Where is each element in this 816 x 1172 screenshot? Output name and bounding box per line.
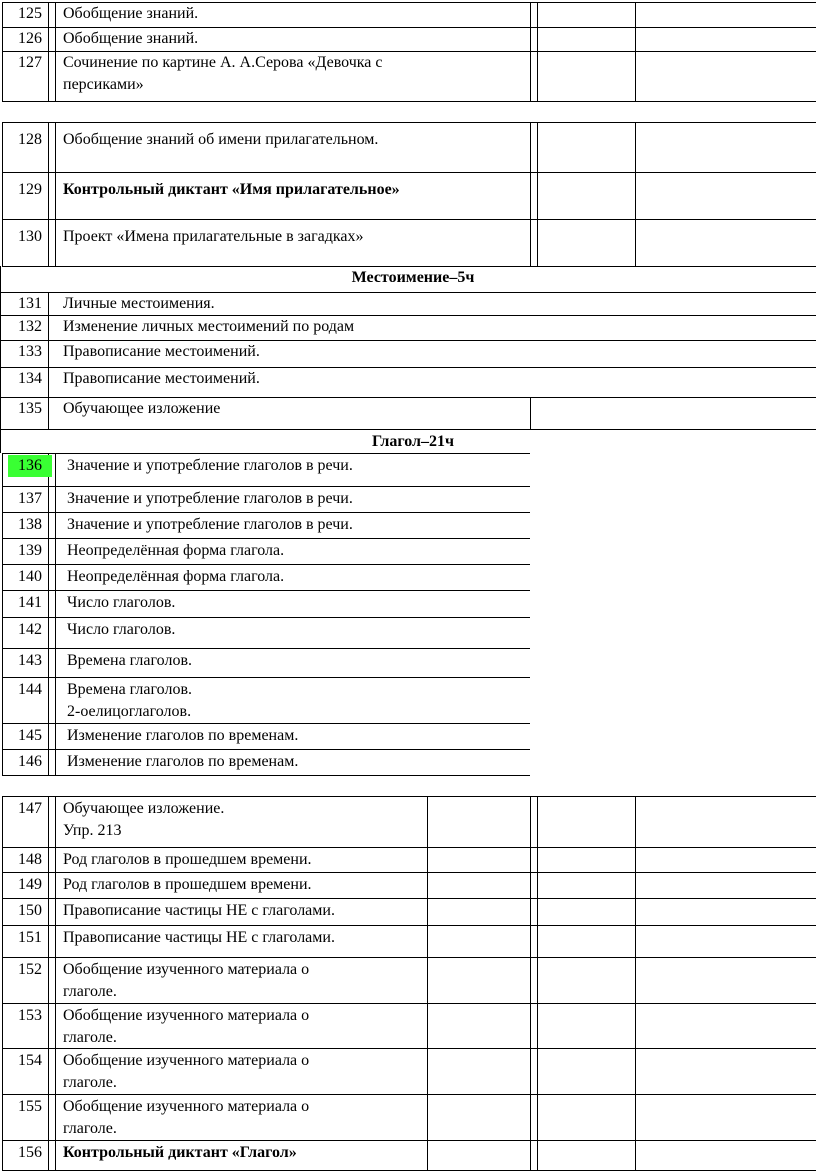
row-number: 135 xyxy=(18,400,42,417)
row-number: 156 xyxy=(18,1144,42,1161)
section-heading-pronoun: Местоимение–5ч xyxy=(351,269,475,286)
column-divider-4-2 xyxy=(427,796,428,1171)
row-topic: Обобщение знаний. xyxy=(63,30,199,47)
column-divider-0-4 xyxy=(635,2,636,102)
row-topic: Обучающее изложение. Упр. 213 xyxy=(63,800,225,839)
row-topic: Изменение глаголов по временам. xyxy=(67,753,299,770)
row-line-4-3 xyxy=(2,898,816,899)
row-number: 130 xyxy=(18,228,42,245)
row-topic: Неопределённая форма глагола. xyxy=(67,542,285,559)
row-number: 150 xyxy=(18,902,42,919)
row-line-4-10 xyxy=(2,1170,816,1171)
row-line-4-8 xyxy=(2,1094,816,1095)
row-topic: Значение и употребление глаголов в речи. xyxy=(67,457,353,474)
row-number: 148 xyxy=(18,851,42,868)
row-line-1-0 xyxy=(2,122,816,123)
row-number: 149 xyxy=(18,876,42,893)
column-divider-1-1 xyxy=(55,122,56,267)
row-number: 155 xyxy=(18,1098,42,1115)
table-left-border-4 xyxy=(2,796,3,1171)
row-line-4-6 xyxy=(2,1003,816,1004)
row-line-4-2 xyxy=(2,872,816,873)
row-topic: Род глаголов в прошедшем времени. xyxy=(63,851,312,868)
row-topic: Род глаголов в прошедшем времени. xyxy=(63,876,312,893)
row-line-4-5 xyxy=(2,957,816,958)
row-topic: Обучающее изложение xyxy=(63,400,221,417)
row-topic: Неопределённая форма глагола. xyxy=(67,568,285,585)
row-topic: Значение и употребление глаголов в речи. xyxy=(67,490,353,507)
column-divider-1-3 xyxy=(537,122,538,267)
row-number: 126 xyxy=(18,30,42,47)
row-number: 151 xyxy=(18,929,42,946)
row-number: 154 xyxy=(18,1052,42,1069)
column-divider-4-3 xyxy=(530,796,531,1171)
row-line-3-10 xyxy=(2,749,530,750)
row-topic: Обобщение знаний об имени прилагательном. xyxy=(63,131,379,148)
row-line-3-8 xyxy=(2,677,530,678)
row-topic: Времена глаголов. 2-оелицоглаголов. xyxy=(67,681,192,720)
row-number: 140 xyxy=(18,568,42,585)
row-number: 137 xyxy=(18,490,42,507)
row-number: 144 xyxy=(18,681,42,698)
column-divider-0-2 xyxy=(530,2,531,102)
row-topic: Число глаголов. xyxy=(67,621,176,638)
column-divider-0-1 xyxy=(55,2,56,102)
row-line-4-1 xyxy=(2,847,816,848)
row-number: 142 xyxy=(18,621,42,638)
row-topic: Контрольный диктант «Глагол» xyxy=(63,1144,297,1161)
section3-tail-divider xyxy=(530,397,531,429)
row-topic: Изменение глаголов по временам. xyxy=(67,727,299,744)
row-topic: Сочинение по картине А. А.Серова «Девочка с персиками» xyxy=(63,54,383,93)
row-number: 152 xyxy=(18,961,42,978)
table-left-border-0 xyxy=(2,2,3,102)
column-divider-4-1 xyxy=(55,796,56,1171)
row-number: 125 xyxy=(18,5,42,22)
row-number: 146 xyxy=(18,753,42,770)
row-line-1-2 xyxy=(2,219,816,220)
row-line-3-4 xyxy=(2,564,530,565)
row-line-3-1 xyxy=(2,486,530,487)
row-topic: Изменение личных местоимений по родам xyxy=(63,318,355,335)
row-number: 134 xyxy=(18,370,42,387)
row-line-2-5 xyxy=(0,429,816,430)
row-number: 143 xyxy=(18,652,42,669)
row-line-3-6 xyxy=(2,617,530,618)
row-line-3-11 xyxy=(2,775,530,776)
row-topic: Обобщение изученного материала о глаголе. xyxy=(63,1007,310,1046)
column-divider-0-3 xyxy=(537,2,538,102)
row-number: 129 xyxy=(18,181,42,198)
row-line-3-5 xyxy=(2,590,530,591)
row-line-3-9 xyxy=(2,723,530,724)
row-topic: Правописание частицы НЕ с глаголами. xyxy=(63,929,335,946)
row-line-3-2 xyxy=(2,512,530,513)
row-topic: Обобщение изученного материала о глаголе. xyxy=(63,961,310,1000)
row-topic: Времена глаголов. xyxy=(67,652,192,669)
table-left-border-3 xyxy=(2,453,3,776)
row-line-3-0 xyxy=(2,453,530,454)
row-number: 133 xyxy=(18,343,42,360)
column-divider-3-1 xyxy=(55,453,56,776)
row-topic: Правописание частицы НЕ с глаголами. xyxy=(63,902,335,919)
row-line-0-3 xyxy=(2,101,816,102)
row-number: 145 xyxy=(18,727,42,744)
row-line-4-0 xyxy=(2,796,816,797)
row-topic: Контрольный диктант «Имя прилагательное» xyxy=(63,181,400,198)
column-divider-1-4 xyxy=(635,122,636,267)
table-left-border-1 xyxy=(2,122,3,267)
row-number: 141 xyxy=(18,594,42,611)
row-topic: Правописание местоимений. xyxy=(63,370,260,387)
row-number: 139 xyxy=(18,542,42,559)
row-number: 147 xyxy=(18,800,42,817)
row-topic: Число глаголов. xyxy=(67,594,176,611)
column-divider-4-4 xyxy=(537,796,538,1171)
column-divider-4-5 xyxy=(635,796,636,1171)
row-number: 131 xyxy=(18,295,42,312)
row-line-1-1 xyxy=(2,172,816,173)
row-number: 138 xyxy=(18,516,42,533)
row-line-4-4 xyxy=(2,925,816,926)
row-number: 132 xyxy=(18,318,42,335)
row-number: 153 xyxy=(18,1007,42,1024)
column-divider-1-2 xyxy=(530,122,531,267)
row-topic: Обобщение знаний. xyxy=(63,5,199,22)
row-line-4-9 xyxy=(2,1140,816,1141)
table-left-border-2 xyxy=(0,292,1,430)
row-number: 128 xyxy=(18,131,42,148)
row-topic: Проект «Имена прилагательные в загадках» xyxy=(63,228,364,245)
row-number: 127 xyxy=(18,54,42,71)
row-topic: Значение и употребление глаголов в речи. xyxy=(67,516,353,533)
row-topic: Правописание местоимений. xyxy=(63,343,260,360)
row-topic: Личные местоимения. xyxy=(63,295,215,312)
row-line-3-7 xyxy=(2,648,530,649)
row-topic: Обобщение изученного материала о глаголе. xyxy=(63,1052,310,1091)
section-heading-verb: Глагол–21ч xyxy=(371,433,454,450)
row-topic: Обобщение изученного материала о глаголе. xyxy=(63,1098,310,1137)
row-number: 136 xyxy=(8,455,52,477)
row-line-3-3 xyxy=(2,538,530,539)
